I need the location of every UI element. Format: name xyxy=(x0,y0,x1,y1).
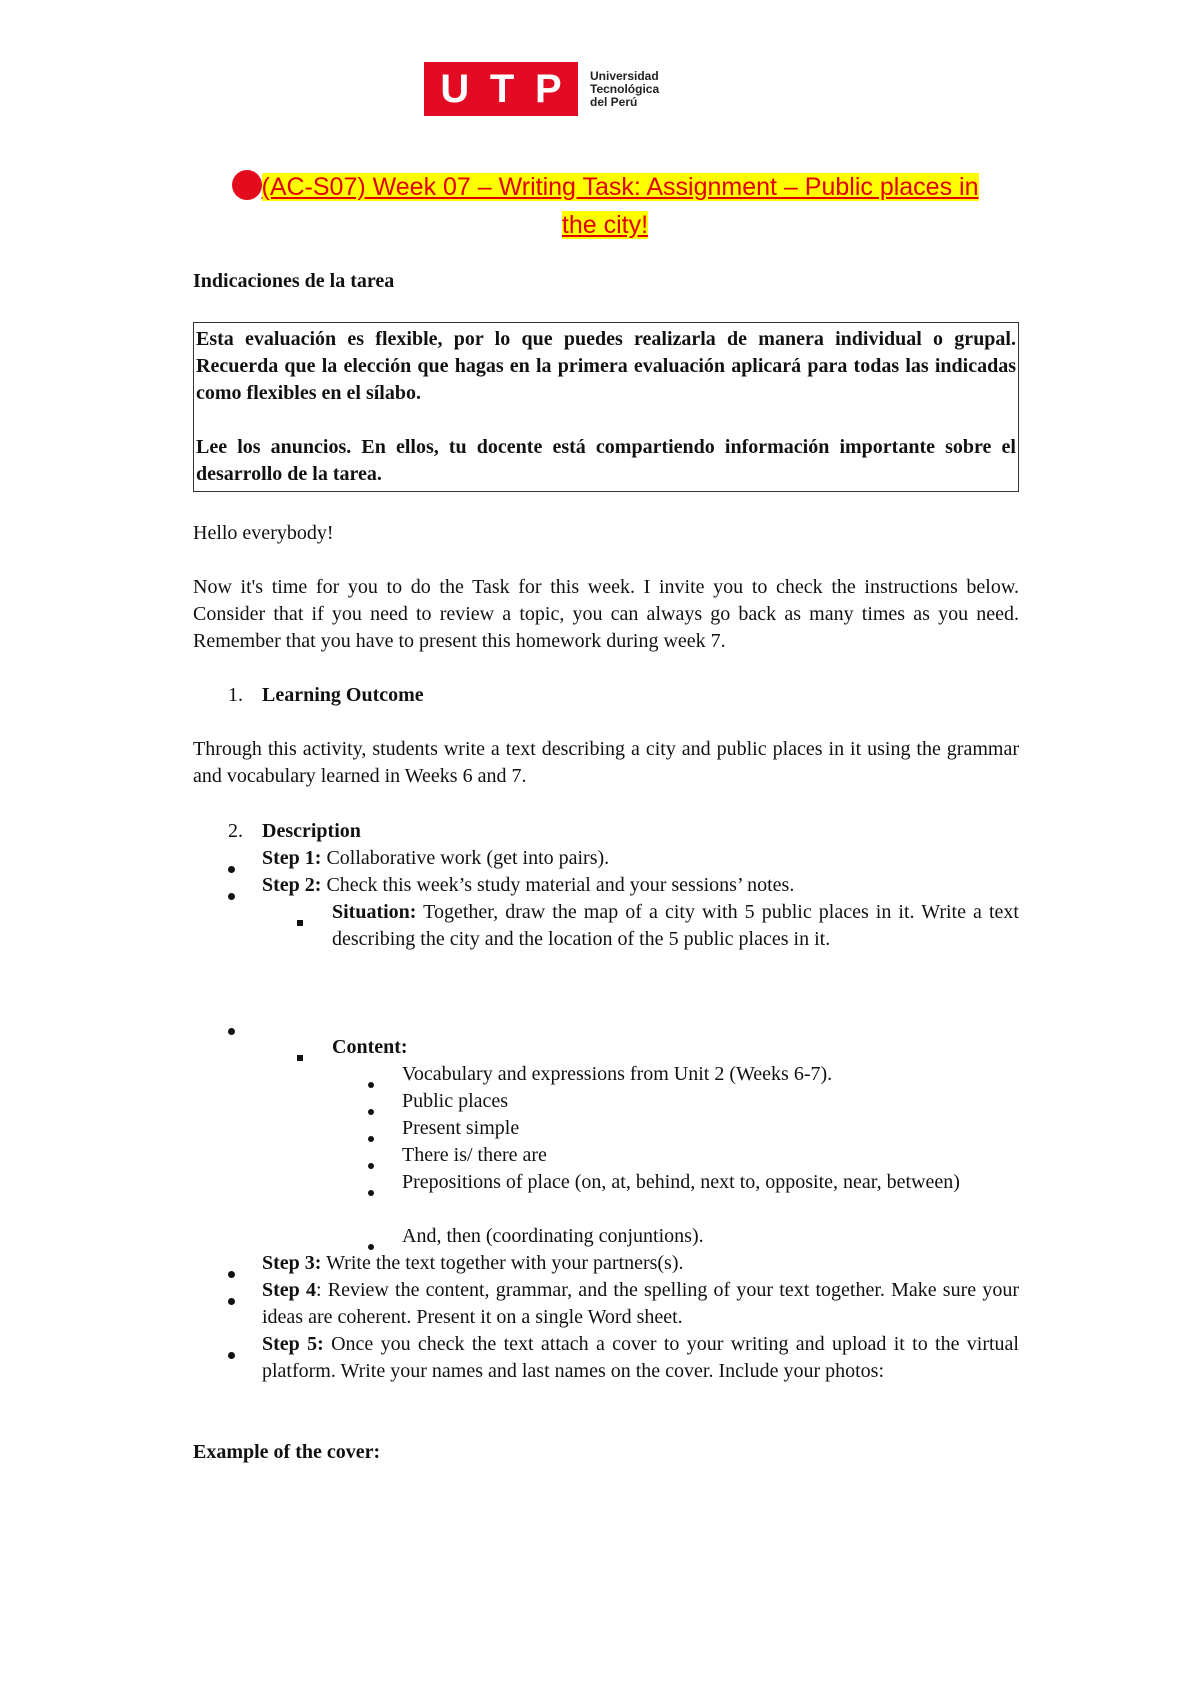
content-item: And, then (coordinating conjuntions). xyxy=(402,1225,704,1247)
title-line-2: the city! xyxy=(561,211,649,239)
section-1-number: 1. xyxy=(228,684,243,706)
situation: Situation: Together, draw the map of a city with 5 public places in it. Write a text describing the city and the location of the 5 public places in it. xyxy=(332,901,1019,950)
logo-letter-p: P xyxy=(534,67,562,111)
content-item: Prepositions of place (on, at, behind, next to, opposite, near, between) xyxy=(402,1171,960,1193)
logo-letter-u: U xyxy=(440,67,470,111)
notice-paragraph-1: Esta evaluación es flexible, por lo que puedes realizarla de manera individual o grupal. Recuerda que la elección que hagas en la primera evaluación aplicará para todas las indicadas como flexibles en el sílabo. xyxy=(196,328,1016,404)
bullet-icon xyxy=(228,1271,235,1278)
bullet-icon xyxy=(228,866,235,873)
example-cover-heading: Example of the cover: xyxy=(193,1441,381,1463)
bullet-icon xyxy=(228,893,235,900)
bullet-icon xyxy=(228,1028,235,1035)
logo-university-name: Universidad Tecnológica del Perú xyxy=(590,68,660,109)
page-title xyxy=(190,168,1020,244)
content-item: Vocabulary and expressions from Unit 2 (Weeks 6-7). xyxy=(402,1063,833,1085)
bullet-icon xyxy=(228,1298,235,1305)
bullet-icon xyxy=(368,1163,374,1169)
intro-paragraph: Now it's time for you to do the Task for this week. I invite you to check the instructions below. Consider that if you need to review a topic, you can always go back as many times as you need. Remember that you have to present this homework during week 7. xyxy=(193,576,1019,652)
content-heading: Content: xyxy=(332,1036,408,1058)
section-2-heading: Description xyxy=(262,820,361,842)
section-1-heading: Learning Outcome xyxy=(262,684,424,706)
step-4: Step 4: Review the content, grammar, and the spelling of your text together. Make sure your ideas are coherent. Present it on a single Word sheet. xyxy=(262,1279,1019,1328)
indicaciones-heading: Indicaciones de la tarea xyxy=(193,270,395,292)
red-circle-icon xyxy=(232,170,262,200)
section-2-number: 2. xyxy=(228,820,243,842)
utp-logo-mark xyxy=(424,62,578,116)
bullet-icon xyxy=(228,1352,235,1359)
step-3: Step 3: Write the text together with your partners(s). xyxy=(262,1252,684,1274)
step-2: Step 2: Check this week’s study material and your sessions’ notes. xyxy=(262,874,795,896)
bullet-icon xyxy=(368,1136,374,1142)
square-bullet-icon xyxy=(297,920,303,926)
greeting: Hello everybody! xyxy=(193,522,334,544)
bullet-icon xyxy=(368,1109,374,1115)
notice-paragraph-2: Lee los anuncios. En ellos, tu docente está compartiendo información importante sobre el desarrollo de la tarea. xyxy=(196,436,1016,485)
logo-letter-t: T xyxy=(489,67,515,111)
step-5: Step 5: Once you check the text attach a cover to your writing and upload it to the virtual platform. Write your names and last names on the cover. Include your photos: xyxy=(262,1333,1019,1382)
content-item: Public places xyxy=(402,1090,509,1112)
content-item: Present simple xyxy=(402,1117,520,1139)
notice-box xyxy=(193,322,1019,492)
content-item: There is/ there are xyxy=(402,1144,547,1166)
learning-outcome-text: Through this activity, students write a text describing a city and public places in it using the grammar and vocabulary learned in Weeks 6 and 7. xyxy=(193,738,1019,787)
step-1: Step 1: Collaborative work (get into pairs). xyxy=(262,847,610,869)
utp-logo xyxy=(424,62,659,116)
square-bullet-icon xyxy=(297,1055,303,1061)
title-line-1: (AC-S07) Week 07 – Writing Task: Assignment – Public places in xyxy=(261,173,979,201)
bullet-icon xyxy=(368,1190,374,1196)
bullet-icon xyxy=(368,1082,374,1088)
